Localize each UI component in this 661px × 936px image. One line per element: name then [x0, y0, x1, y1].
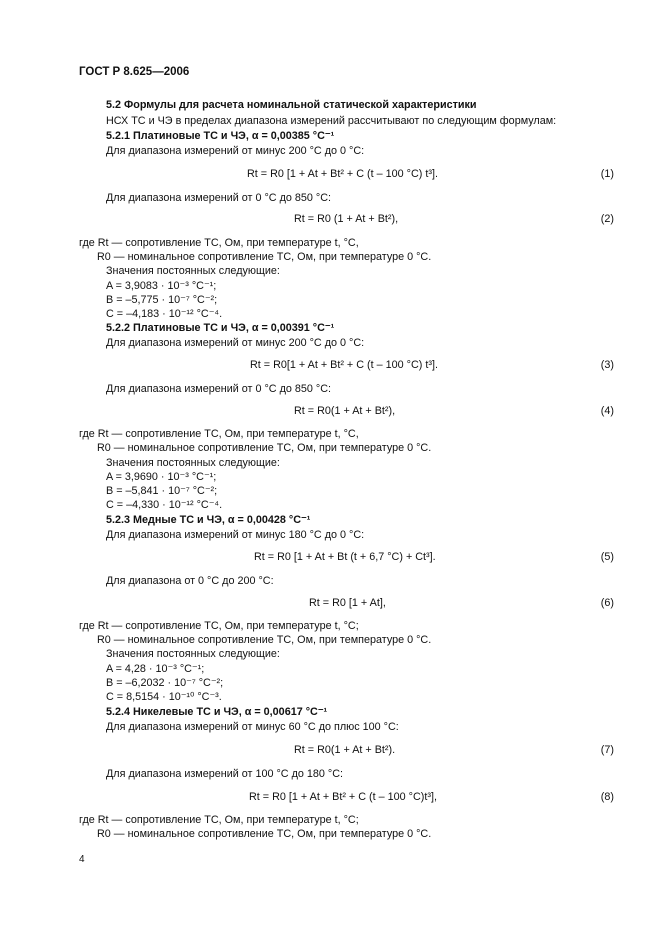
constant-c-3: C = 8,5154 · 10⁻¹⁰ °С⁻³. [106, 691, 222, 703]
formula-number-3: (3) [600, 359, 614, 371]
constant-a-3: A = 4,28 · 10⁻³ °С⁻¹; [106, 663, 205, 675]
section-heading-5-2: 5.2 Формулы для расчета номинальной статической характеристики [106, 99, 477, 111]
formula-3: Rt = R0[1 + At + Bt² + C (t – 100 °С) t³]. [250, 359, 438, 371]
range-text-2: Для диапазона измерений от 0 °С до 850 °С: [106, 192, 332, 204]
where-text-1b: R0 — номинальное сопротивление ТС, Ом, при температуре 0 °С. [97, 251, 432, 263]
formula-number-4: (4) [600, 405, 614, 417]
constant-b-1: B = –5,775 · 10⁻⁷ °С⁻²; [106, 294, 218, 306]
where-text-1: где Rt — сопротивление ТС, Ом, при температуре t, °С, [79, 237, 359, 249]
formula-2: Rt = R0 (1 + At + Bt²), [294, 213, 399, 225]
range-text-7: Для диапазона измерений от минус 60 °С до плюс 100 °С: [106, 721, 399, 733]
document-header: ГОСТ Р 8.625—2006 [79, 66, 190, 78]
range-text-4: Для диапазона измерений от 0 °С до 850 °С: [106, 383, 332, 395]
range-text-6: Для диапазона от 0 °С до 200 °С: [106, 575, 274, 587]
formula-6: Rt = R0 [1 + At], [309, 597, 386, 609]
constant-c-2: C = –4,330 · 10⁻¹² °С⁻⁴. [106, 499, 223, 511]
formula-number-1: (1) [600, 168, 614, 180]
where-text-2b: R0 — номинальное сопротивление ТС, Ом, при температуре 0 °С. [97, 442, 432, 454]
constant-b-2: B = –5,841 · 10⁻⁷ °С⁻²; [106, 485, 218, 497]
section-heading-5-2-3: 5.2.3 Медные ТС и ЧЭ, α = 0,00428 °С⁻¹ [106, 514, 311, 526]
formula-7: Rt = R0(1 + At + Bt²). [294, 744, 396, 756]
formula-1: Rt = R0 [1 + At + Bt² + C (t – 100 °С) t³]. [247, 168, 438, 180]
constant-a-1: A = 3,9083 · 10⁻³ °С⁻¹; [106, 280, 217, 292]
constant-b-3: B = –6,2032 · 10⁻⁷ °С⁻²; [106, 677, 224, 689]
range-text-3: Для диапазона измерений от минус 200 °С до 0 °С: [106, 337, 365, 349]
formula-5: Rt = R0 [1 + At + Bt (t + 6,7 °С) + Ct³]. [254, 551, 436, 563]
formula-8: Rt = R0 [1 + At + Bt² + C (t – 100 °С)t³], [249, 791, 437, 803]
constants-heading-1: Значения постоянных следующие: [106, 265, 280, 277]
where-text-4b: R0 — номинальное сопротивление ТС, Ом, при температуре 0 °С. [97, 828, 432, 840]
where-text-4: где Rt — сопротивление ТС, Ом, при температуре t, °С; [79, 814, 359, 826]
formula-number-5: (5) [600, 551, 614, 563]
formula-number-8: (8) [600, 791, 614, 803]
formula-4: Rt = R0(1 + At + Bt²), [294, 405, 396, 417]
section-heading-5-2-4: 5.2.4 Никелевые ТС и ЧЭ, α = 0,00617 °С⁻¹ [106, 706, 328, 718]
constants-heading-2: Значения постоянных следующие: [106, 457, 280, 469]
constants-heading-3: Значения постоянных следующие: [106, 648, 280, 660]
range-text-1: Для диапазона измерений от минус 200 °С до 0 °С: [106, 145, 365, 157]
intro-text: НСХ ТС и ЧЭ в пределах диапазона измерений рассчитывают по следующим формулам: [106, 115, 557, 127]
range-text-8: Для диапазона измерений от 100 °С до 180 °С: [106, 768, 344, 780]
page-number: 4 [79, 854, 85, 865]
where-text-3: где Rt — сопротивление ТС, Ом, при температуре t, °С; [79, 620, 359, 632]
section-heading-5-2-1: 5.2.1 Платиновые ТС и ЧЭ, α = 0,00385 °С⁻¹ [106, 130, 335, 142]
where-text-2: где Rt — сопротивление ТС, Ом, при температуре t, °С, [79, 428, 359, 440]
formula-number-6: (6) [600, 597, 614, 609]
constant-a-2: A = 3,9690 · 10⁻³ °С⁻¹; [106, 471, 217, 483]
formula-number-7: (7) [600, 744, 614, 756]
constant-c-1: C = –4,183 · 10⁻¹² °С⁻⁴. [106, 308, 223, 320]
formula-number-2: (2) [600, 213, 614, 225]
section-heading-5-2-2: 5.2.2 Платиновые ТС и ЧЭ, α = 0,00391 °С⁻¹ [106, 322, 335, 334]
range-text-5: Для диапазона измерений от минус 180 °С до 0 °С: [106, 529, 365, 541]
where-text-3b: R0 — номинальное сопротивление ТС, Ом, при температуре 0 °С. [97, 634, 432, 646]
